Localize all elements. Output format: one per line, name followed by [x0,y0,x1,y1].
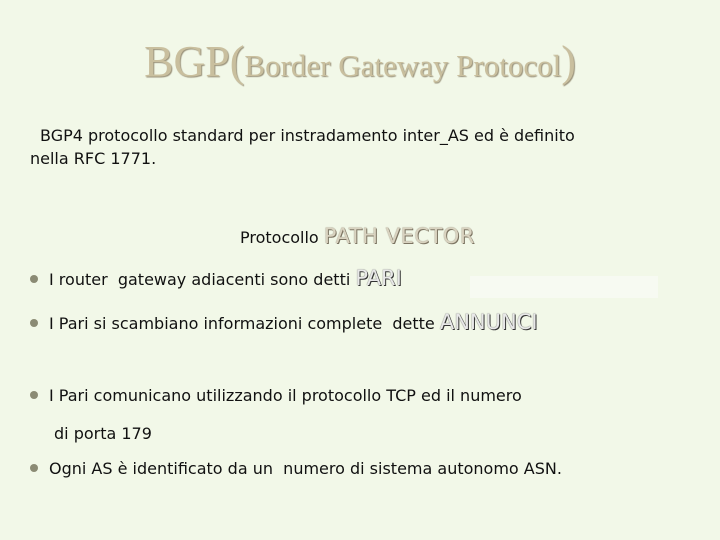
bullet-dot-icon [30,275,38,283]
bullet-continuation: di porta 179 [54,424,152,443]
bullet-item [30,310,538,334]
subheading [240,224,475,248]
bullet-dot-icon [30,391,38,399]
slide-title [0,36,720,87]
subheading-emphasis: PATH VECTOR [323,224,475,248]
bullet-text: I Pari comunicano utilizzando il protocollo TCP ed il numero [49,386,522,405]
bullet-text: I Pari si scambiano informazioni complete dette [49,314,440,333]
bullet-item [30,266,402,290]
title-close-paren: ) [561,37,576,86]
bullet-emphasis: PARI [355,266,402,290]
subheading-prefix: Protocollo [240,228,324,247]
title-expansion: Border Gateway Protocol [244,48,562,83]
bullet-item [30,386,522,405]
bullet-dot-icon [30,319,38,327]
bullet-emphasis: ANNUNCI [439,310,538,334]
bullet-text: Ogni AS è identificato da un numero di sistema autonomo ASN. [49,459,562,478]
title-bgp: BGP( [144,37,245,86]
intro-paragraph [30,124,700,170]
bullet-text: I router gateway adiacenti sono detti [49,270,356,289]
bullet-item [30,459,562,478]
intro-line-2: nella RFC 1771. [30,149,157,168]
intro-line-1: BGP4 protocollo standard per instradamento inter_AS ed è definito [40,126,575,145]
bullet-dot-icon [30,464,38,472]
highlight-band [470,276,658,298]
